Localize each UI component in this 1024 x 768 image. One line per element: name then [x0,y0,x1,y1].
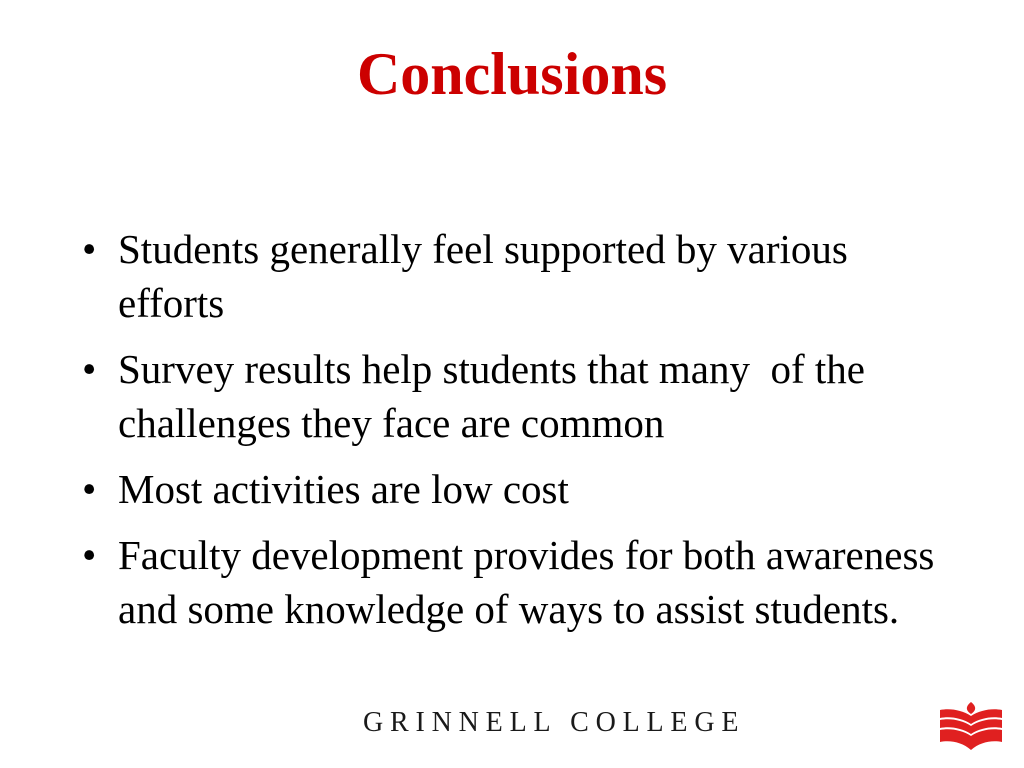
bullet-text: Students generally feel supported by various efforts [118,226,848,326]
bullet-text: Survey results help students that many of the challenges they face are common [118,346,876,446]
bullet-text: Most activities are low cost [118,466,569,512]
bullet-text: Faculty development provides for both awareness and some knowledge of ways to assist students. [118,532,935,632]
grinnell-book-logo-icon [938,698,1004,752]
bullet-item-1 [76,222,956,330]
slide-title: Conclusions [356,41,668,107]
bullet-dot: • [82,226,97,272]
bullet-item-4 [76,528,956,636]
bullet-item-3 [76,462,956,516]
bullet-dot: • [82,346,97,392]
college-wordmark: GRINNELL COLLEGE [363,707,746,738]
bullet-dot: • [82,466,97,512]
bullet-list [76,222,956,648]
bullet-dot: • [82,532,97,578]
bullet-item-2 [76,342,956,450]
